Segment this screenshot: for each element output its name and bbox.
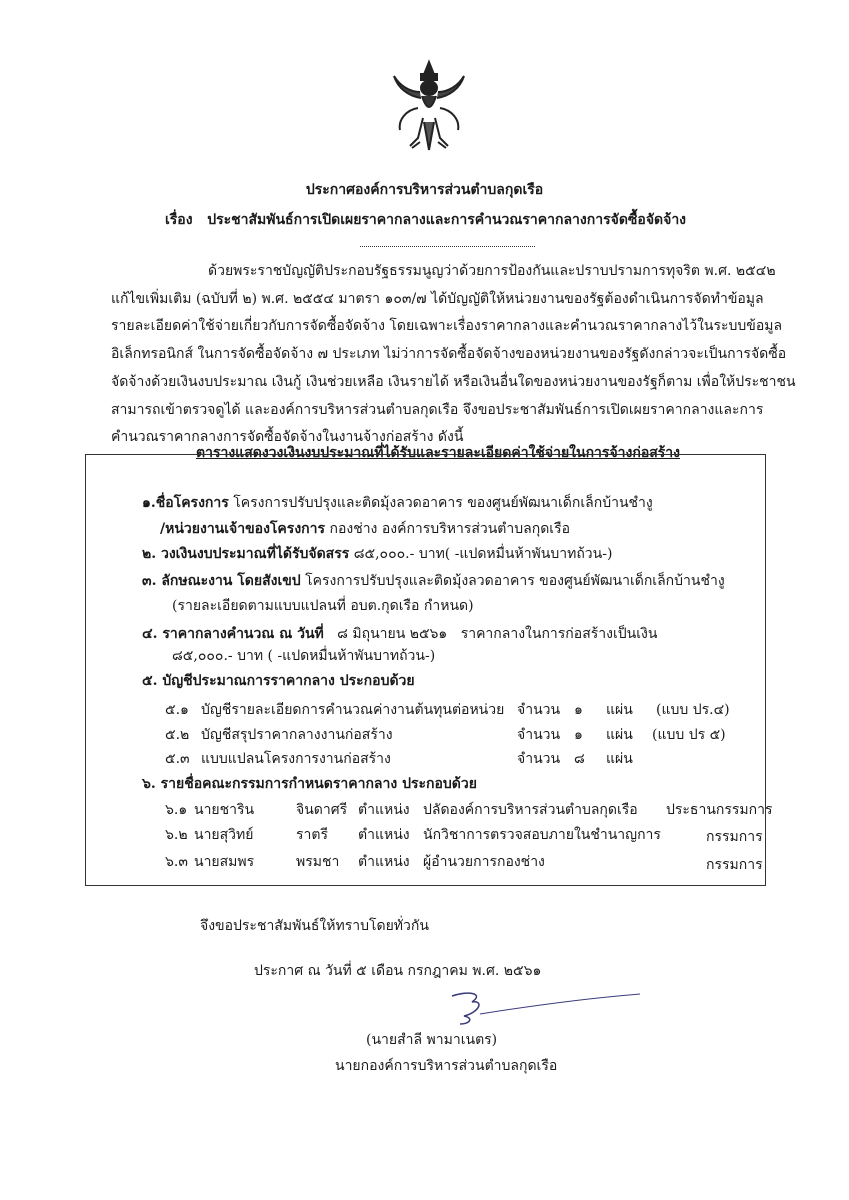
project-name-value: โครงการปรับปรุงและติดมุ้งลวดอาคาร ของศูนย์พัฒนาเด็กเล็กบ้านชำงู [233, 495, 653, 511]
announce-date: ประกาศ ณ วันที่ ๕ เดือน กรกฎาคม พ.ศ. ๒๕๖๑ [254, 963, 542, 979]
project-name-row [142, 494, 653, 512]
work-description-value: โครงการปรับปรุงและติดมุ้งลวดอาคาร ของศูนย์พัฒนาเด็กเล็กบ้านชำงู [305, 573, 725, 589]
median-price-date: ๘ มิถุนายน ๒๕๖๑ [337, 626, 448, 642]
work-description-note: (รายละเอียดตามแบบแปลนที่ อบต.กุดเรือ กำหนด) [172, 598, 474, 614]
sheet-name: บัญชีสรุปราคากลางงานก่อสร้าง [201, 727, 393, 743]
committee-first-name: นายชาริน [194, 802, 255, 818]
sheet-num: ๕.๑ [165, 702, 189, 718]
sheet-qty: ๑ [574, 702, 583, 718]
committee-role: กรรมการ [706, 829, 763, 845]
garuda-emblem-icon [388, 58, 470, 158]
sheet-unit: แผ่น [606, 702, 633, 718]
committee-pos-label: ตำแหน่ง [358, 802, 410, 818]
committee-last-name: ราตรี [296, 827, 328, 843]
agency-label: /หน่วยงานเจ้าของโครงการ [160, 521, 326, 537]
body-line: รายละเอียดค่าใช้จ่ายเกี่ยวกับการจัดซื้อจัดจ้าง โดยเฉพาะเรื่องราคากลางและคำนวณราคากลางไว้ในระบบข้อมูล [111, 318, 783, 334]
table-title: ตารางแสดงวงเงินงบประมาณที่ได้รับและรายละเอียดค่าใช้จ่ายในการจ้างก่อสร้าง [196, 445, 680, 461]
subject-line [165, 211, 686, 229]
sheet-qty: ๘ [574, 751, 585, 767]
sheet-unit: แผ่น [606, 751, 633, 767]
sheet-qty-label: จำนวน [517, 727, 561, 743]
sheet-num: ๕.๓ [165, 751, 190, 767]
subject-text: ประชาสัมพันธ์การเปิดเผยราคากลางและการคำนวณราคากลางการจัดซื้อจัดจ้าง [207, 212, 687, 228]
body-line: แก้ไขเพิ่มเติม (ฉบับที่ ๒) พ.ศ. ๒๕๕๔ มาตรา ๑๐๓/๗ ได้บัญญัติให้หน่วยงานของรัฐต้องดำเนินการจัดทำข้อมูล [111, 291, 764, 307]
signer-name: (นายสำลี พามาเนตร) [366, 1032, 498, 1048]
budget-row [142, 545, 612, 563]
body-line: อิเล็กทรอนิกส์ ในการจัดซื้อจัดจ้าง ๗ ประเภท ไม่ว่าการจัดซื้อจัดจ้างของหน่วยงานของรัฐดังกล่าวจะเป็นการจัดซื้อ [111, 346, 787, 362]
committee-list-label: ๖. รายชื่อคณะกรรมการกำหนดราคากลาง ประกอบด้วย [142, 776, 477, 792]
sheet-form: (แบบ ปร.๔) [656, 702, 730, 718]
committee-position: นักวิชาการตรวจสอบภายในชำนาญการ [423, 827, 661, 843]
sheet-name: บัญชีรายละเอียดการคำนวณค่างานต้นทุนต่อหน่วย [201, 702, 505, 718]
sheet-unit: แผ่น [606, 727, 633, 743]
committee-position: ผู้อำนวยการกองช่าง [423, 854, 545, 870]
estimate-list-label: ๕. บัญชีประมาณการราคากลาง ประกอบด้วย [142, 673, 415, 689]
budget-value: ๘๕,๐๐๐.- บาท( -แปดหมื่นห้าพันบาทถ้วน-) [353, 546, 613, 562]
committee-role: ประธานกรรมการ [666, 802, 773, 818]
committee-role: กรรมการ [706, 857, 763, 873]
agency-value: กองช่าง องค์การบริหารส่วนตำบลกุดเรือ [329, 521, 570, 537]
sheet-name: แบบแปลนโครงการงานก่อสร้าง [201, 751, 391, 767]
median-price-text: ราคากลางในการก่อสร้างเป็นเงิน [460, 626, 658, 642]
committee-first-name: นายสมพร [194, 854, 255, 870]
committee-first-name: นายสุวิทย์ [194, 827, 254, 843]
dotted-divider [360, 246, 535, 247]
committee-num: ๖.๓ [165, 854, 188, 870]
committee-num: ๖.๒ [165, 827, 188, 843]
body-line: จัดจ้างด้วยเงินงบประมาณ เงินกู้ เงินช่วยเหลือ เงินรายได้ หรือเงินอื่นใดของหน่วยงานของรัฐก็ตาม เพื่อให้ประชาชน [111, 374, 796, 390]
committee-position: ปลัดองค์การบริหารส่วนตำบลกุดเรือ [423, 802, 638, 818]
project-name-label: ๑.ชื่อโครงการ [142, 495, 229, 511]
committee-pos-label: ตำแหน่ง [358, 827, 410, 843]
sheet-qty-label: จำนวน [517, 751, 561, 767]
body-line: สามารถเข้าตรวจดูได้ และองค์การบริหารส่วนตำบลกุดเรือ จึงขอประชาสัมพันธ์การเปิดเผยราคากลางและการ [111, 402, 764, 418]
sheet-num: ๕.๒ [165, 727, 190, 743]
committee-num: ๖.๑ [165, 802, 188, 818]
median-price-row [142, 625, 657, 643]
agency-row [160, 520, 570, 538]
signature-image [440, 990, 650, 1030]
sheet-qty-label: จำนวน [517, 702, 561, 718]
body-line: คำนวณราคากลางการจัดซื้อจัดจ้างในงานจ้างก่อสร้าง ดังนี้ [111, 429, 464, 445]
committee-pos-label: ตำแหน่ง [358, 854, 410, 870]
sheet-qty: ๑ [574, 727, 583, 743]
work-description-label: ๓. ลักษณะงาน โดยสังเขป [142, 573, 301, 589]
signer-title: นายกองค์การบริหารส่วนตำบลกุดเรือ [335, 1058, 558, 1074]
median-price-amount: ๘๕,๐๐๐.- บาท ( -แปดหมื่นห้าพันบาทถ้วน-) [172, 648, 436, 664]
budget-box [85, 454, 766, 886]
median-price-label: ๔. ราคากลางคำนวณ ณ วันที่ [142, 626, 324, 642]
budget-label: ๒. วงเงินงบประมาณที่ได้รับจัดสรร [142, 546, 350, 562]
sheet-form: (แบบ ปร ๕) [652, 727, 726, 743]
subject-label: เรื่อง [165, 212, 193, 228]
body-line: ด้วยพระราชบัญญัติประกอบรัฐธรรมนูญว่าด้วยการป้องกันและปราบปรามการทุจริต พ.ศ. ๒๕๔๒ [208, 263, 776, 279]
committee-last-name: พรมชา [296, 854, 340, 870]
committee-last-name: จินดาศรี [296, 802, 348, 818]
page-title: ประกาศองค์การบริหารส่วนตำบลกุดเรือ [305, 182, 544, 198]
closing-text: จึงขอประชาสัมพันธ์ให้ทราบโดยทั่วกัน [200, 918, 429, 934]
work-description-row [142, 572, 725, 590]
